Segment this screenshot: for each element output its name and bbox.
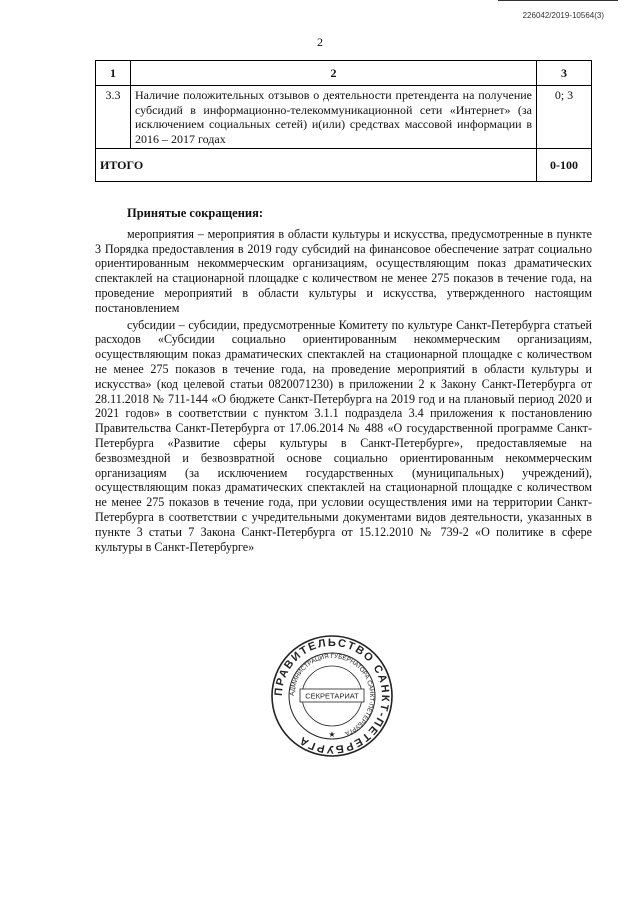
abbreviations-title: Принятые сокращения:: [127, 206, 264, 220]
abbreviations-section: [95, 206, 592, 554]
column-header: 2: [131, 61, 537, 86]
seal-star-icon: ★: [328, 730, 336, 739]
total-label: ИТОГО: [96, 149, 537, 182]
criterion-score: 0; 3: [537, 86, 592, 149]
seal-outer-text: ПРАВИТЕЛЬСТВО САНКТ-ПЕТЕРБУРГА: [272, 636, 392, 756]
total-row: [96, 149, 592, 182]
seal-inner-text: АДМИНИСТРАЦИЯ ГУБЕРНАТОРА САНКТ-ПЕТЕРБУРГА: [288, 652, 376, 737]
total-value: 0-100: [537, 149, 592, 182]
abbreviation-paragraph: мероприятия – мероприятия в области культуры и искусства, предусмотренные в пункте 3 Порядка предоставления в 2019 году субсидий на финансовое обеспечение затрат социально ориентированным некоммерческим организациям, осуществляющим показ драматических спектаклей на стационарной площадке с количеством не менее 275 показов в течение года, на проведение мероприятий в области культуры и искусства, утвержденного настоящим постановлением: [95, 226, 592, 315]
abbreviation-paragraph: субсидии – субсидии, предусмотренные Комитету по культуре Санкт-Петербурга статьей расходов «Субсидии социально ориентированным некоммерческим организациям, осуществляющим показ драматических спектаклей на стационарной площадке с количеством не менее 275 показов в течение года, на проведение мероприятий в области культуры и искусства» (код целевой статьи 0820071230) в приложении 2 к Закону Санкт-Петербурга от 28.11.2018 № 711-144 «О бюджете Санкт-Петербурга на 2019 год и на плановый период 2020 и 2021 годов» в соответствии с пунктом 3.1.1 подраздела 3.4 приложения к постановлению Правительства Санкт-Петербурга от 17.06.2014 № 488 «О государственной программе Санкт-Петербурга «Развитие сферы культуры в Санкт-Петербурге», предоставляемые на безвозмездной и безвозвратной основе социально ориентированным некоммерческим организациям (за исключением государственных (муниципальных) учреждений), осуществляющим показ драматических спектаклей на стационарной площадке с количеством не менее 275 показов в течение года, при условии осуществления ими на территории Санкт-Петербурга в соответствии с учредительными документами видов деятельности, указанных в пункте 3 статьи 7 Закона Санкт-Петербурга от 15.12.2010 № 739-2 «О политике в сфере культуры в Санкт-Петербурге»: [95, 317, 592, 554]
seal-center-text: СЕКРЕТАРИАТ: [305, 691, 359, 701]
table-row: [96, 86, 592, 149]
page-number: 2: [317, 35, 323, 49]
top-rule: [498, 0, 618, 1]
criterion-text: Наличие положительных отзывов о деятельности претендента на получение субсидий в информационно-телекоммуникационной сети «Интернет» (за исключением социальных сетей) и(или) средствах массовой информации в 2016 – 2017 годах: [131, 86, 537, 149]
table-header-row: [96, 61, 592, 86]
column-header: 3: [537, 61, 592, 86]
document-number: 226042/2019-10564(3): [522, 11, 604, 20]
criteria-table: [95, 60, 592, 182]
column-header: 1: [96, 61, 131, 86]
row-number: 3.3: [96, 86, 131, 149]
official-seal: [270, 634, 394, 758]
